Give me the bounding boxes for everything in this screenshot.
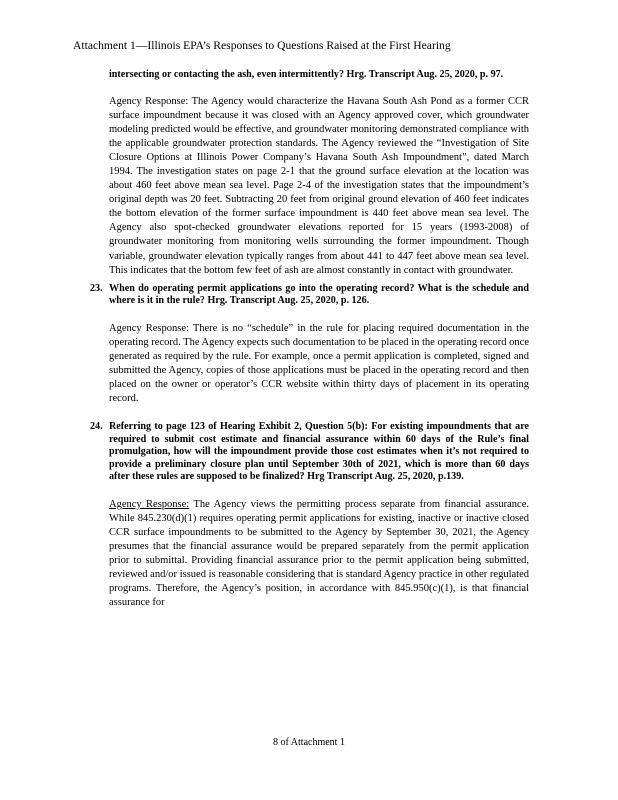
answer-23 <box>109 322 529 407</box>
answer-label: Agency Response: <box>109 322 189 334</box>
question-24 <box>91 421 529 484</box>
answer-text: The Agency views the permitting process separate from financial assurance. While 845.230(d)(1) requires operating permit applications for existing, inactive or inactive closed CCR surface impoundments to be submitted to the Agency by September 30, 2021, the Agency presumes that the financial assurance would be prepared separately from the permit application prior to submittal. Providing financial assurance prior to the permit application being submitted, reviewed and/or issued is reasonable considering that is standard Agency practice in other regulated programs. Therefore, the Agency’s position, in accordance with 845.950(c)(1), is that financial assurance for <box>109 498 529 609</box>
question-number: 23. <box>90 282 103 294</box>
answer-text: There is no “schedule” in the rule for placing required documentation in the operating record. The Agency expects such documentation to be placed in the operating record once generated as required by the rule. For example, once a permit application is completed, signed and submitted the Agency, copies of those applications must be placed in the operating record and then placed on the owner or operator’s CCR website within thirty days of placement in its operating record. <box>109 322 530 405</box>
page-header: Attachment 1—Illinois EPA’s Responses to Questions Raised at the First Hearing <box>73 39 451 52</box>
answer-label: Agency Response: <box>109 95 189 107</box>
page-number: 8 of Attachment 1 <box>273 737 345 748</box>
question-22-continuation: intersecting or contacting the ash, even intermittently? Hrg. Transcript Aug. 25, 2020, p. 97. <box>109 69 504 80</box>
answer-text: The Agency would characterize the Havana South Ash Pond as a former CCR surface impoundment because it was closed with an Agency approved cover, which groundwater modeling predicted would be effective, and groundwater monitoring demonstrated compliance with the applicable groundwater protection standards. The Agency reviewed the “Investigation of Site Closure Options at Illinois Power Company’s Havana South Ash Impoundment”, dated March 1994. The investigation states on page 2-1 that the ground surface elevation at the location was about 460 feet above mean sea level. Page 2-4 of the investigation states that the impoundment’s original depth was 20 feet. Subtracting 20 feet from original ground elevation of 460 feet indicates the bottom elevation of the former surface impoundment is 440 feet above mean sea level. The Agency also spot-checked groundwater elevations reported for 15 years (1993-2008) of groundwater monitoring from monitoring wells surrounding the former impoundment. Though variable, groundwater elevation typically ranges from about 441 to 447 feet above mean sea level. This indicates that the bottom few feet of ash are almost constantly in contact with groundwater. <box>109 95 529 276</box>
question-23 <box>91 283 529 308</box>
answer-24 <box>109 498 529 611</box>
page-content <box>91 69 529 611</box>
question-text: When do operating permit applications go into the operating record? What is the schedule and where is it in the rule? Hrg. Transcript Aug. 25, 2020, p. 126. <box>109 282 529 307</box>
question-text: Referring to page 123 of Hearing Exhibit 2, Question 5(b): For existing impoundments that are required to submit cost estimate and financial assurance within 60 days of the Rule’s final promulgation, how will the impoundment provide those cost estimates when it’s not required to provide a preliminary closure plan until September 30th of 2021, which is more than 60 days after these rules are supposed to be finalized? Hrg Transcript Aug. 25, 2020, p.139. <box>109 421 529 483</box>
answer-22 <box>109 95 529 278</box>
answer-label: Agency Response: <box>109 498 190 510</box>
question-number: 24. <box>90 421 103 433</box>
